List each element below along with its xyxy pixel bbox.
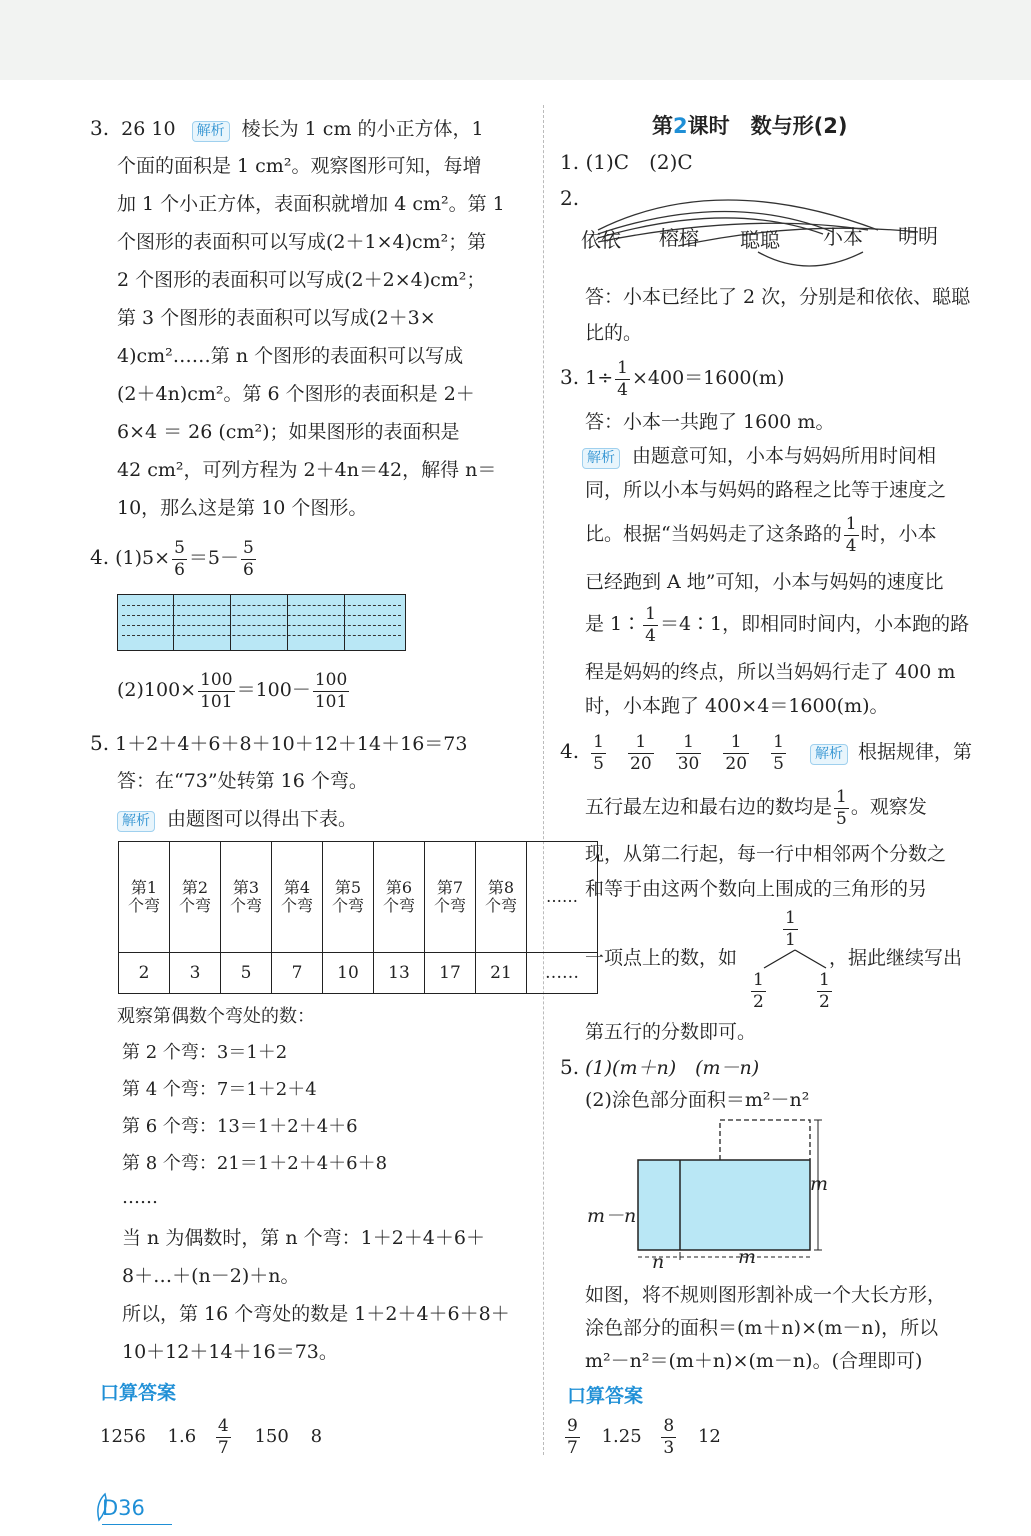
analysis-tag: 解析: [192, 121, 230, 142]
triangle-top-fraction: $\frac{1}{1}$: [785, 908, 796, 950]
fraction: $\frac{1}{20}$: [725, 731, 748, 774]
q5-observation: ……: [122, 1187, 158, 1208]
q5-observation: 观察第偶数个弯处的数：: [117, 1006, 315, 1027]
table-header-cell: ……: [527, 842, 598, 953]
table-cell: 10: [323, 953, 374, 994]
name-label: 榕榕: [659, 226, 699, 250]
fraction: $\frac{1}{4}$: [645, 603, 656, 646]
page-number-underline: [102, 1524, 172, 1525]
comparison-arc: [678, 228, 918, 246]
q3-line: 个面的面积是 1 cm²。观察图形可知，每增: [117, 155, 482, 177]
r-q2-answer: 比的。: [585, 322, 643, 344]
q3-first-line: 3. 26 10 解析 棱长为 1 cm 的小正方体，1: [90, 116, 484, 140]
fraction: $\frac{1}{5}$: [593, 731, 604, 774]
q5-observation: 当 n 为偶数时，第 n 个弯：1＋2＋4＋6＋: [122, 1227, 485, 1249]
fraction: $\frac{1}{5}$: [773, 731, 784, 774]
table-cell: 17: [425, 953, 476, 994]
table-cell: 7: [272, 953, 323, 994]
r-q5-explanation: m²－n²＝(m＋n)×(m－n)。(合理即可): [585, 1350, 923, 1372]
q5-observation: 第 4 个弯：7＝1＋2＋4: [122, 1079, 317, 1100]
fraction: $\frac{1}{4}$: [845, 513, 857, 556]
q5-observation: 第 2 个弯：3＝1＋2: [122, 1042, 288, 1063]
r-q3-analysis-line: 程是妈妈的终点，所以当妈妈行走了 400 m: [585, 661, 956, 683]
column-divider: [543, 105, 544, 1455]
r-q2-answer: 答：小本已经比了 2 次，分别是和依依、聪聪: [585, 286, 971, 308]
label-m-bottom: m: [738, 1246, 757, 1268]
q4-part2: (2)100× $\frac{100}{101}$ ＝100－ $\frac{100}{101}$: [117, 669, 348, 712]
table-header-cell: 第5个弯: [323, 842, 374, 953]
rectangle-diagram: [630, 1115, 840, 1260]
mental-math-answers: 1256 1.6 $\frac{4}{7}$ 150 8: [100, 1415, 323, 1458]
q4-part1: 4. (1)5× $\frac{5}{6}$ ＝5－ $\frac{5}{6}$: [90, 537, 254, 580]
fraction: $\frac{1}{30}$: [677, 731, 700, 774]
fraction: $\frac{100}{101}$: [200, 669, 233, 712]
table-header-cell: 第2个弯: [170, 842, 221, 953]
bend-table-value-row: [119, 953, 598, 994]
q3-line: 6×4 ＝ 26 (cm²)；如果图形的表面积是: [117, 421, 460, 443]
fraction: $\frac{5}{6}$: [174, 537, 185, 580]
analysis-tag: 解析: [810, 744, 848, 765]
table-header-cell: 第4个弯: [272, 842, 323, 953]
q5-observation: 8＋…＋(n－2)＋n。: [122, 1265, 300, 1287]
r-q4-analysis-line: 现，从第二行起，每一行中相邻两个分数之: [585, 843, 947, 865]
table-cell: 5: [221, 953, 272, 994]
r-q3-analysis-line: 比。根据“当妈妈走了这条路的 $\frac{1}{4}$ 时，小本: [585, 513, 937, 556]
r-q3-analysis-line: 是 1∶ $\frac{1}{4}$ ＝4∶1，即相同时间内，小本跑的路: [585, 603, 970, 646]
q5-equation: 5. 1＋2＋4＋6＋8＋10＋12＋14＋16＝73: [90, 731, 468, 755]
fraction-strip-diagram: [117, 594, 406, 651]
r-q4-analysis-line: 一项点上的数，如 ，据此继续写出: [585, 947, 963, 969]
mental-math-heading: 口算答案: [567, 1385, 644, 1407]
q5-analysis: 解析 由题图可以得出下表。: [117, 807, 357, 832]
mental-math-answers: $\frac{9}{7}$ 1.25 $\frac{8}{3}$ 12: [567, 1415, 721, 1458]
mental-math-heading: 口算答案: [100, 1382, 177, 1404]
bend-table: [118, 841, 598, 994]
q3-line: 第 3 个图形的表面积可以写成(2＋3×: [117, 307, 436, 329]
table-header-cell: 第6个弯: [374, 842, 425, 953]
name-label: 小本: [823, 225, 863, 249]
lesson-title: 第2课时 数与形(2): [652, 114, 848, 138]
table-cell: 13: [374, 953, 425, 994]
q3-line: 2 个图形的表面积可以写成(2＋2×4)cm²；: [117, 269, 486, 291]
table-header-cell: 第8个弯: [476, 842, 527, 953]
triangle-lines: [760, 948, 830, 970]
q5-observation: 第 6 个弯：13＝1＋2＋4＋6: [122, 1116, 358, 1137]
analysis-tag: 解析: [117, 811, 155, 832]
r-q3-analysis-line: 同，所以小本与妈妈的路程之比等于速度之: [585, 479, 947, 501]
q3-line: 42 cm²，可列方程为 2＋4n＝42，解得 n＝: [117, 459, 497, 481]
fraction: $\frac{1}{5}$: [836, 786, 847, 829]
table-cell: ……: [527, 953, 598, 994]
analysis-tag: 解析: [582, 448, 620, 469]
q3-line: 4)cm²……第 n 个图形的表面积可以写成: [117, 345, 464, 367]
comparison-arc: [758, 252, 863, 266]
q3-line: 加 1 个小正方体，表面积就增加 4 cm²。第 1: [117, 193, 505, 215]
table-cell: 21: [476, 953, 527, 994]
bend-table-header-row: [119, 842, 598, 953]
name-label: 依依: [581, 228, 621, 252]
fraction: $\frac{9}{7}$: [567, 1415, 578, 1458]
r-q5-part1: 5. (1)(m＋n) (m－n): [560, 1055, 760, 1079]
fraction: $\frac{5}{6}$: [242, 537, 254, 580]
label-n-bottom: n: [652, 1251, 665, 1273]
q5-observation: 所以，第 16 个弯处的数是 1＋2＋4＋6＋8＋: [122, 1303, 510, 1325]
fraction: $\frac{1}{20}$: [630, 731, 652, 774]
q3-line: 个图形的表面积可以写成(2＋1×4)cm²；第: [117, 231, 487, 253]
q5-observation: 第 8 个弯：21＝1＋2＋4＋6＋8: [122, 1153, 388, 1174]
r-q3-analysis: 解析 由题意可知，小本与妈妈所用时间相: [582, 444, 936, 469]
table-header-cell: 第1个弯: [119, 842, 170, 953]
comparison-arc: [598, 218, 823, 238]
fraction: $\frac{100}{101}$: [314, 669, 348, 712]
r-q2-num: 2.: [560, 186, 580, 210]
r-q4-analysis-line: 五行最左边和最右边的数均是 $\frac{1}{5}$ 。观察发: [585, 786, 927, 829]
fraction: $\frac{4}{7}$: [217, 1415, 229, 1458]
r-q3-analysis-line: 已经跑到 A 地”可知，小本与妈妈的速度比: [585, 571, 944, 593]
fraction: $\frac{1}{4}$: [617, 357, 628, 400]
q5-observation: 10＋12＋14＋16＝73。: [122, 1341, 338, 1363]
r-q4-analysis-line: 第五行的分数即可。: [585, 1021, 757, 1043]
q5-answer: 答：在“73”处转第 16 个弯。: [117, 770, 368, 792]
r-q4-analysis-line: 和等于由这两个数向上围成的三角形的另: [585, 878, 928, 900]
page-number: D36: [102, 1496, 145, 1520]
table-header-cell: 第3个弯: [221, 842, 272, 953]
top-band: [0, 0, 1031, 80]
r-q3-analysis-line: 时，小本跑了 400×4＝1600(m)。: [585, 695, 889, 717]
label-m-right: m: [810, 1173, 829, 1195]
triangle-right-fraction: $\frac{1}{2}$: [819, 970, 830, 1012]
q3-line: 10，那么这是第 10 个图形。: [117, 497, 368, 519]
r-q3-equation: 3. 1÷ $\frac{1}{4}$ ×400＝1600(m): [560, 357, 785, 400]
r-q3-answer: 答：小本一共跑了 1600 m。: [585, 411, 835, 433]
label-m-minus-n: m－n: [587, 1205, 637, 1227]
table-cell: 2: [119, 953, 170, 994]
triangle-left-fraction: $\frac{1}{2}$: [753, 970, 764, 1012]
r-q1: 1. (1)C (2)C: [560, 150, 693, 174]
name-label: 明明: [898, 224, 938, 248]
table-cell: 3: [170, 953, 221, 994]
name-label: 聪聪: [740, 228, 780, 252]
r-q4-fractions: 4. $\frac{1}{5}$ $\frac{1}{20}$ $\frac{1}{30}$ $\frac{1}{20}$ $\frac{1}{5}$ 解析 根据规律，第: [560, 731, 973, 774]
table-header-cell: 第7个弯: [425, 842, 476, 953]
r-q5-part2: (2)涂色部分面积＝m²－n²: [585, 1089, 810, 1111]
r-q5-explanation: 涂色部分的面积＝(m＋n)×(m－n)，所以: [585, 1317, 939, 1339]
r-q5-explanation: 如图，将不规则图形割补成一个大长方形，: [585, 1284, 947, 1306]
q3-line: (2＋4n)cm²。第 6 个图形的表面积是 2＋: [117, 383, 475, 405]
fraction: $\frac{8}{3}$: [663, 1415, 675, 1458]
